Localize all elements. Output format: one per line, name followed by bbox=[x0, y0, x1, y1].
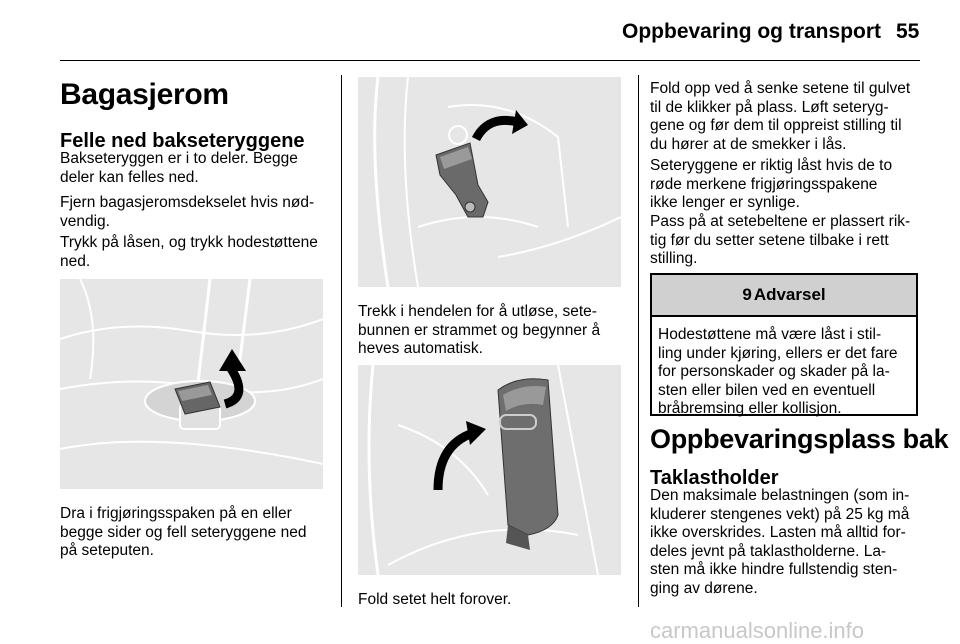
text-line: Seteryggene er riktig låst hvis de to bbox=[650, 157, 893, 174]
text-line: du hører at de smekker i lås. bbox=[650, 135, 847, 153]
text-line: sten må ikke hindre fullstendig sten- bbox=[650, 561, 898, 578]
text-line: Fjern bagasjeromsdekselet hvis nød- bbox=[60, 194, 315, 211]
column-divider-right bbox=[638, 75, 639, 607]
text-line: for personskader og skader på la- bbox=[658, 363, 890, 380]
subheading-taklastholder: Taklastholder bbox=[650, 467, 779, 489]
header-rule bbox=[60, 60, 920, 61]
text-line: ned. bbox=[60, 252, 91, 270]
subheading-felle-ned: Felle ned bakseteryggene bbox=[60, 130, 305, 152]
text-line: heves automatisk. bbox=[358, 340, 483, 357]
paragraph-roof-load bbox=[650, 487, 925, 598]
text-line: stilling. bbox=[650, 250, 698, 267]
text-line: gene og før dem til oppreist stilling til bbox=[650, 117, 902, 134]
caption-fold-forward: Fold setet helt forover. bbox=[358, 591, 512, 608]
warning-box bbox=[650, 273, 918, 416]
text-line: vendig. bbox=[60, 212, 110, 230]
column-divider-left bbox=[341, 75, 342, 607]
paragraph-remove-cover bbox=[60, 194, 335, 231]
text-line: Hodestøttene må være låst i stil- bbox=[658, 326, 882, 343]
caption-release-lever bbox=[60, 505, 335, 561]
figure-seat-lever bbox=[358, 77, 621, 287]
text-line: på seteputen. bbox=[60, 542, 154, 559]
paragraph-seatbelts bbox=[650, 213, 925, 269]
text-line: ling under kjøring, ellers er det fare bbox=[658, 344, 898, 362]
text-line: røde merkene frigjøringsspakene bbox=[650, 175, 878, 193]
text-line: kluderer stengenes vekt) på 25 kg må bbox=[650, 505, 910, 523]
paragraph-fold-up bbox=[650, 80, 925, 154]
paragraph-intro bbox=[60, 150, 335, 187]
section-heading-bagasjerom: Bagasjerom bbox=[60, 78, 229, 111]
paragraph-locked-check bbox=[650, 157, 925, 213]
text-line: Pass på at setebeltene er plassert rik- bbox=[650, 213, 911, 230]
text-line: Fold opp ved å senke setene til gulvet bbox=[650, 80, 911, 97]
page-number: 55 bbox=[896, 20, 920, 43]
warning-title: Advarsel bbox=[753, 285, 826, 304]
headrest-illustration bbox=[60, 279, 323, 489]
figure-fold-seat bbox=[358, 365, 621, 575]
warning-body bbox=[652, 317, 916, 419]
paragraph-headrests bbox=[60, 234, 335, 271]
text-line: Trykk på låsen, og trykk hodestøttene bbox=[60, 234, 318, 251]
text-line: deler kan felles ned. bbox=[60, 168, 199, 186]
section-heading-oppbevaringsplass: Oppbevaringsplass bak bbox=[650, 424, 949, 454]
warning-icon: 9 bbox=[742, 285, 752, 304]
text-line: ikke overskrides. Lasten må alltid for- bbox=[650, 524, 906, 541]
running-header-title: Oppbevaring og transport bbox=[622, 20, 882, 43]
text-line: bråbremsing eller kollisjon. bbox=[658, 400, 842, 417]
fold-seat-illustration bbox=[358, 365, 621, 575]
text-line: bunnen er strammet og begynner å bbox=[358, 321, 601, 339]
seat-lever-illustration bbox=[358, 77, 621, 287]
text-line: Bakseteryggen er i to deler. Begge bbox=[60, 150, 298, 167]
text-line: begge sider og fell seteryggene ned bbox=[60, 523, 307, 541]
caption-pull-lever bbox=[358, 303, 633, 359]
text-line: deles jevnt på taklastholderne. La- bbox=[650, 542, 887, 560]
text-line: til de klikker på plass. Løft seteryg- bbox=[650, 98, 889, 116]
text-line: Den maksimale belastningen (som in- bbox=[650, 487, 910, 504]
text-line: ikke lenger er synlige. bbox=[650, 194, 800, 211]
text-line: Dra i frigjøringsspaken på en eller bbox=[60, 505, 292, 522]
text-line: Trekk i hendelen for å utløse, sete- bbox=[358, 303, 597, 320]
warning-header bbox=[652, 275, 916, 317]
text-line: ging av dørene. bbox=[650, 579, 758, 597]
text-line: sten eller bilen ved en eventuell bbox=[658, 381, 876, 399]
text-line: tig før du setter setene tilbake i rett bbox=[650, 231, 889, 249]
watermark: carmanualsonline.info bbox=[650, 618, 865, 643]
figure-headrest-release bbox=[60, 279, 323, 489]
